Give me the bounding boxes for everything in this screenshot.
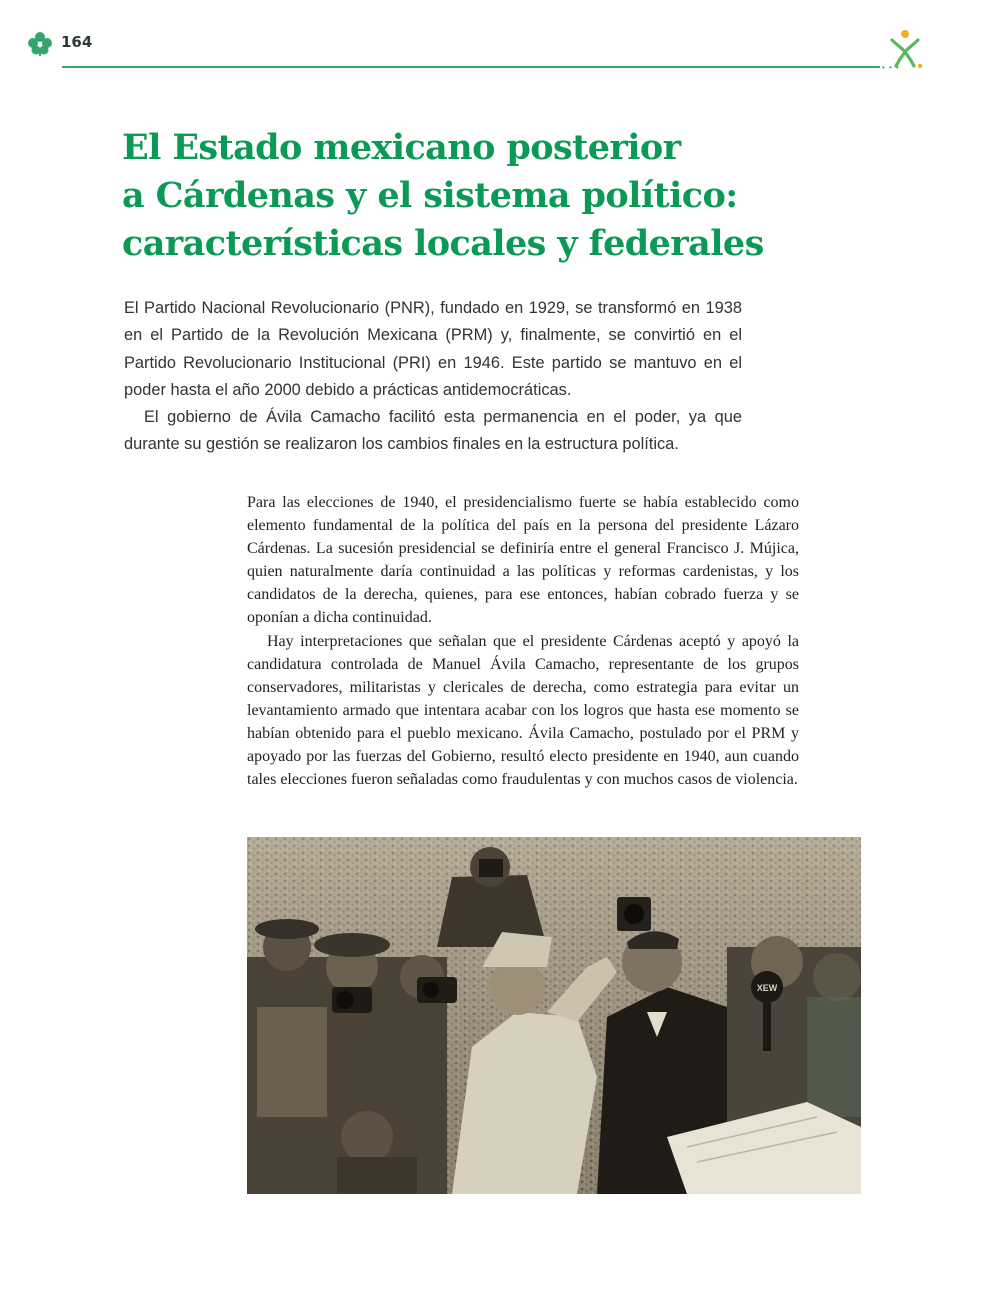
- title-line: características locales y federales: [122, 223, 764, 264]
- body-text: [247, 491, 799, 791]
- title-line: a Cárdenas y el sistema político:: [122, 175, 738, 216]
- page-number: 164: [61, 33, 93, 51]
- publisher-logo-icon: [886, 28, 924, 72]
- body-paragraph: Para las elecciones de 1940, el presidencialismo fuerte se había establecido como elemento fundamental de la política del país en la persona del presidente Lázaro Cárdenas. La sucesión presidencial se definiría entre el general Francisco J. Mújica, quien naturalmente daría continuidad a las políticas y reformas cardenistas, y los candidatos de la derecha, quienes, para ese entonces, habían cobrado fuerza y se oponían a dicha continuidad.: [247, 494, 799, 627]
- microphone-label: XEW: [756, 983, 778, 993]
- clover-ornament-icon: [24, 30, 56, 56]
- intro-paragraph: El Partido Nacional Revolucionario (PNR), fundado en 1929, se transformó en 1938 en el Partido de la Revolución Mexicana (PRM) y, finalmente, se convirtió en el Partido Revolucionario Institucional (PRI) en 1946. Este partido se mantuvo en el poder hasta el año 2000 debido a prácticas antidemocráticas.: [124, 299, 742, 399]
- body-paragraph: Hay interpretaciones que señalan que el presidente Cárdenas aceptó y apoyó la candidatura controlada de Manuel Ávila Camacho, representante de los grupos conservadores, militaristas y clericales de derecha, como estrategia para evitar un levantamiento armado que intentara acabar con los logros que hasta ese momento se habían obtenido para el pueblo mexicano. Ávila Camacho, postulado por el PRM y apoyado por las fuerzas del Gobierno, resultó electo presidente en 1940, aun cuando tales elecciones fueron señaladas como fraudulentas y con muchos casos de violencia.: [247, 632, 799, 789]
- page-title: [122, 124, 822, 268]
- historical-photograph: [247, 837, 861, 1194]
- intro-text: [124, 295, 742, 459]
- title-line: El Estado mexicano posterior: [122, 127, 681, 168]
- intro-paragraph: El gobierno de Ávila Camacho facilitó esta permanencia en el poder, ya que durante su gestión se realizaron los cambios finales en la estructura política.: [124, 408, 742, 454]
- header-dots: • • •: [882, 63, 900, 72]
- header-rule: [62, 66, 880, 68]
